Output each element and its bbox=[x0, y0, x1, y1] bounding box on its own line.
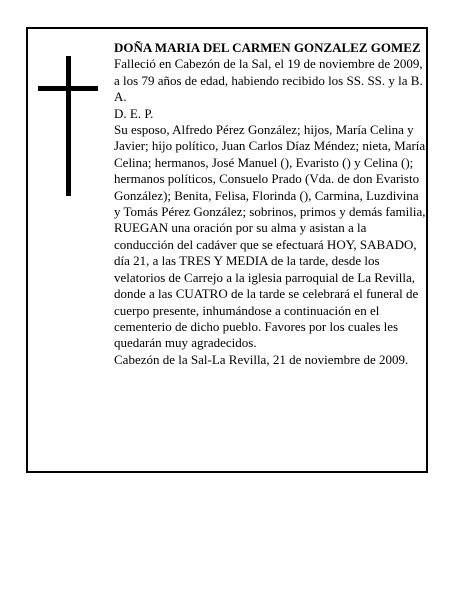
request-paragraph: RUEGAN una oración por su alma y asistan a la conducción del cadáver que se efectuará HOY, SABADO, día 21, a las TRES Y MEDIA de la tarde, desde los velatorios de Carrejo a la iglesia parroquial de La Revilla, donde a las CUATRO de la tarde se celebrará el funeral de cuerpo presente, inhumándose a continuación en el cementerio de dicho pueblo. Favores por los cuales les quedarán muy agradecidos. bbox=[114, 220, 419, 351]
age-line: a los 79 años de edad, habiendo recibido los SS. SS. y la B. A. bbox=[114, 72, 423, 105]
rip-line: D. E. P. bbox=[114, 105, 154, 121]
cross-icon-bar bbox=[38, 86, 98, 91]
cross-icon bbox=[66, 56, 71, 196]
death-line: Falleció en Cabezón de la Sal, el 19 de noviembre de 2009, bbox=[114, 56, 423, 72]
family-paragraph: Su esposo, Alfredo Pérez González; hijos, María Celina y Javier; hijo político, Juan Carlos Díaz Méndez; nieta, María Celina; hermanos, José Manuel (), Evaristo () y Celina (); hermanos políticos, Consuelo Prado (Vda. de don Evaristo González); Benita, Felisa, Florinda (), Carmina, Luzdivina y Tomás Pérez González; sobrinos, primos y demás familia, bbox=[114, 122, 426, 220]
obituary-text bbox=[114, 40, 428, 368]
deceased-name: DOÑA MARIA DEL CARMEN GONZALEZ GOMEZ bbox=[114, 40, 421, 55]
place-date-line: Cabezón de la Sal-La Revilla, 21 de noviembre de 2009. bbox=[114, 351, 409, 367]
obituary-frame bbox=[26, 27, 428, 473]
